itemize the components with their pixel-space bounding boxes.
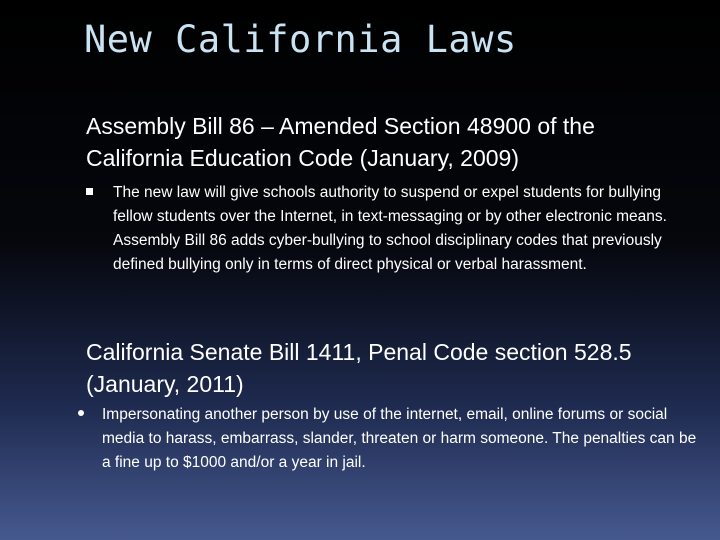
section-heading-senate-bill-1411: California Senate Bill 1411, Penal Code section 528.5 (January, 2011) xyxy=(86,339,632,397)
round-bullet-icon xyxy=(78,410,84,416)
square-bullet-icon xyxy=(86,188,93,195)
bullet-item-senate-bill-1411 xyxy=(78,403,698,475)
slide-title: New California Laws xyxy=(84,18,517,61)
bullet-item-assembly-bill-86 xyxy=(86,181,686,277)
bullet-text: The new law will give schools authority to suspend or expel students for bullying fellow students over the Internet, in text-messaging or by other electronic means. Assembly Bill 86 adds cyber-bullying to school disciplinary codes that previously defined bullying only in terms of direct physical or verbal harassment. xyxy=(113,184,667,273)
section-heading-assembly-bill-86: Assembly Bill 86 – Amended Section 48900 of the California Education Code (January, 2009) xyxy=(86,113,595,171)
bullet-text: Impersonating another person by use of the internet, email, online forums or social media to harass, embarrass, slander, threaten or harm someone. The penalties can be a fine up to $1000 and/or a year in jail. xyxy=(102,406,697,471)
